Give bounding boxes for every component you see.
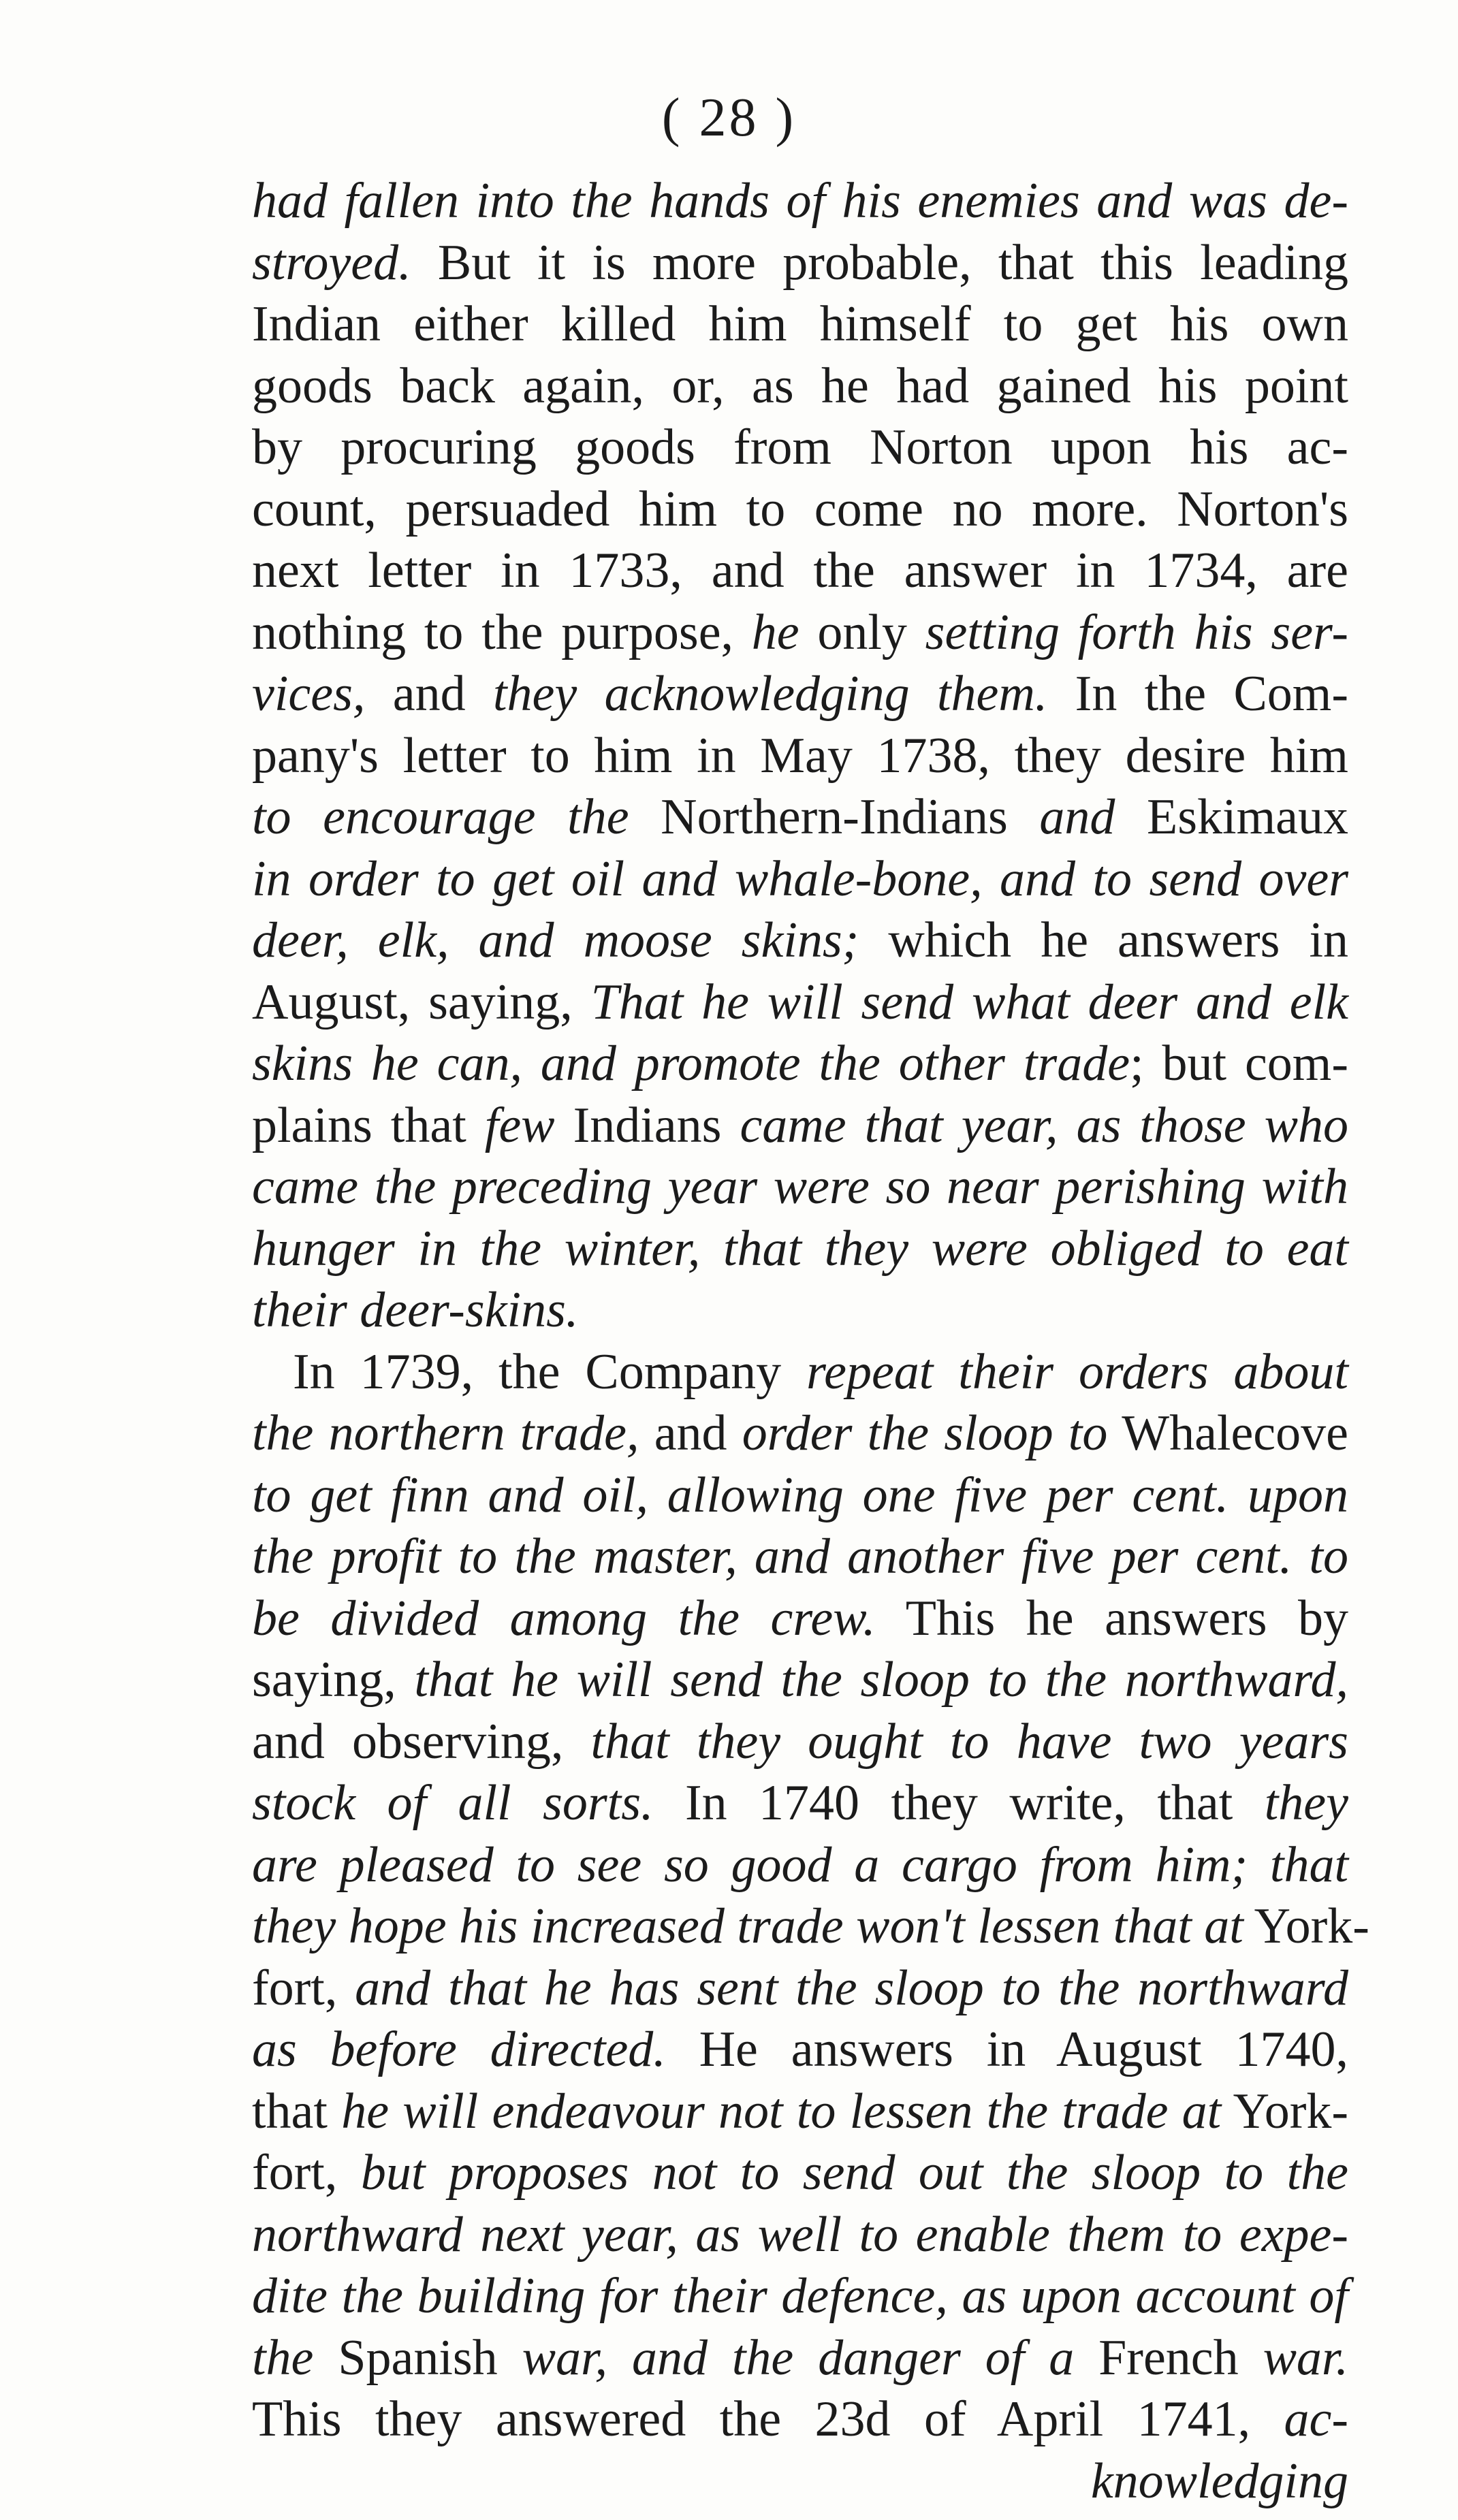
roman-text: Indians [554, 1097, 740, 1153]
italic-text: the northern trade, [252, 1405, 639, 1461]
roman-text: In 1739, the Company [293, 1343, 807, 1400]
italic-text: had fallen into the hands of his enemies and was de- [252, 173, 1348, 229]
text-line [252, 663, 1348, 725]
text-line [252, 2019, 1348, 2081]
roman-text: fort, [252, 1960, 355, 2016]
italic-text: they [1264, 1775, 1348, 1831]
text-line [252, 2265, 1348, 2327]
roman-text: and [365, 666, 493, 722]
italic-text: skins he can, and promote the other trade [252, 1036, 1130, 1091]
text-line [252, 2327, 1348, 2389]
text-line [252, 910, 1348, 972]
text-line [252, 1218, 1348, 1280]
italic-text: stroyed. [252, 234, 411, 291]
italic-text: that he will send the sloop to the northward, [414, 1652, 1349, 1708]
roman-text: plains that [252, 1097, 485, 1153]
italic-text: came the preceding year were so near perishing with [252, 1159, 1348, 1215]
italic-text: hunger in the winter, that they were obliged to eat [252, 1220, 1348, 1277]
italic-text: That he will send what deer and elk [590, 974, 1348, 1030]
text-line [252, 786, 1348, 848]
roman-text: next letter in 1733, and the answer in 1734, are [252, 543, 1348, 599]
italic-text: and that he has sent the sloop to the northward [355, 1960, 1348, 2016]
italic-text: deer, elk, and moose skins; [252, 912, 859, 968]
italic-text: came that year, as those who [740, 1097, 1348, 1153]
roman-text: He answers in August 1740, [665, 2022, 1348, 2077]
roman-text: by procuring goods from Norton upon his ac- [252, 419, 1348, 475]
roman-text: But it is more probable, that this leading [411, 234, 1348, 291]
roman-text: In the Com- [1047, 666, 1348, 722]
italic-text: he will endeavour not to lessen the trade at [341, 2083, 1222, 2139]
roman-text: Indian either killed him himself to get his own [252, 296, 1348, 352]
text-line [252, 2389, 1348, 2451]
text-line [252, 2204, 1348, 2266]
roman-text: Whalecove [1107, 1405, 1349, 1461]
italic-text: and [1039, 789, 1115, 845]
roman-text: saying, [252, 1652, 415, 1708]
text-line [252, 1834, 1348, 1896]
text-line [252, 972, 1348, 1034]
roman-text: York- [1221, 2083, 1349, 2139]
text-line [252, 1156, 1348, 1218]
roman-text: count, persuaded him to come no more. Norton's [252, 481, 1348, 537]
roman-text: nothing to the purpose, [252, 604, 752, 660]
italic-text: stock of all sorts. [252, 1775, 654, 1831]
roman-text: French [1074, 2329, 1263, 2386]
roman-text: ; but com- [1130, 1036, 1348, 1091]
italic-text: war. [1263, 2329, 1349, 2386]
italic-text: he [751, 604, 799, 660]
page-number: ( 28 ) [661, 88, 797, 148]
text-line [252, 293, 1348, 355]
text-line [252, 1403, 1348, 1465]
text-line [252, 1711, 1348, 1773]
catchword [252, 2451, 1348, 2513]
text-line [252, 540, 1348, 602]
roman-text: This he answers by [875, 1590, 1349, 1646]
italic-text: ac- [1284, 2391, 1348, 2447]
text-line [252, 479, 1348, 541]
italic-text: war, and the danger of a [522, 2329, 1075, 2386]
italic-text: dite the building for their defence, as upon account of [252, 2268, 1348, 2324]
text-line [252, 1341, 1348, 1403]
italic-text: the [252, 2329, 314, 2386]
body-text [252, 170, 1369, 2512]
text-line [252, 2142, 1348, 2204]
roman-text: fort, [252, 2145, 361, 2201]
italic-text: repeat their orders about [806, 1343, 1348, 1400]
italic-text: be divided among the crew. [252, 1590, 876, 1646]
text-line [252, 1649, 1348, 1711]
roman-text: Northern-Indians [629, 789, 1040, 845]
text-line [252, 355, 1348, 417]
roman-text: and [639, 1405, 742, 1461]
roman-text: August, saying, [252, 974, 591, 1030]
roman-text: only [799, 604, 925, 660]
italic-text: as before directed. [252, 2022, 666, 2077]
italic-text: they acknowledging them. [492, 666, 1048, 722]
text-line [252, 1958, 1348, 2020]
italic-text: to get finn and oil, allowing one five per cent. upon [252, 1467, 1348, 1523]
text-line [252, 2081, 1348, 2143]
italic-text: in order to get oil and whale-bone, and to send over [252, 850, 1348, 907]
roman-text: In 1740 they write, that [653, 1775, 1265, 1831]
roman-text: goods back again, or, as he had gained his point [252, 357, 1348, 414]
text-line [252, 725, 1348, 787]
text-line [252, 1526, 1348, 1588]
roman-text: Spanish [313, 2329, 522, 2386]
roman-text: pany's letter to him in May 1738, they desire him [252, 727, 1348, 784]
text-line [252, 1465, 1348, 1527]
text-line [252, 1279, 1348, 1341]
text-line [252, 1896, 1369, 1958]
italic-text: northward next year, as well to enable them to expe- [252, 2206, 1348, 2263]
text-line [252, 232, 1348, 294]
roman-text: and observing, [252, 1713, 591, 1770]
roman-text: that [252, 2083, 342, 2139]
text-line [252, 417, 1348, 479]
catchword-text: knowledging [1090, 2453, 1348, 2509]
italic-text: setting forth his ser- [925, 604, 1349, 660]
italic-text: order the sloop to [742, 1405, 1108, 1461]
italic-text: that they ought to have two years [590, 1713, 1348, 1770]
italic-text: they hope his increased trade won't lessen that at [252, 1898, 1243, 1954]
text-line [252, 602, 1348, 664]
roman-text: This they answered the 23d of April 1741, [252, 2391, 1284, 2447]
text-line [252, 1033, 1348, 1095]
roman-text: Eskimaux [1115, 789, 1349, 845]
text-line [252, 1588, 1348, 1650]
italic-text: the profit to the master, and another five per cent. to [252, 1529, 1348, 1584]
italic-text: vices, [252, 666, 366, 722]
italic-text: but proposes not to send out the sloop to the [360, 2145, 1348, 2201]
text-line [252, 1772, 1348, 1834]
text-line [252, 1095, 1348, 1157]
roman-text: which he answers in [859, 912, 1348, 968]
italic-text: to encourage the [252, 789, 629, 845]
text-line [252, 170, 1348, 232]
italic-text: their deer-skins. [252, 1282, 579, 1338]
italic-text: are pleased to see so good a cargo from him; that [252, 1836, 1348, 1893]
italic-text: few [484, 1097, 555, 1153]
text-line [252, 848, 1348, 910]
roman-text: York- [1243, 1898, 1369, 1954]
